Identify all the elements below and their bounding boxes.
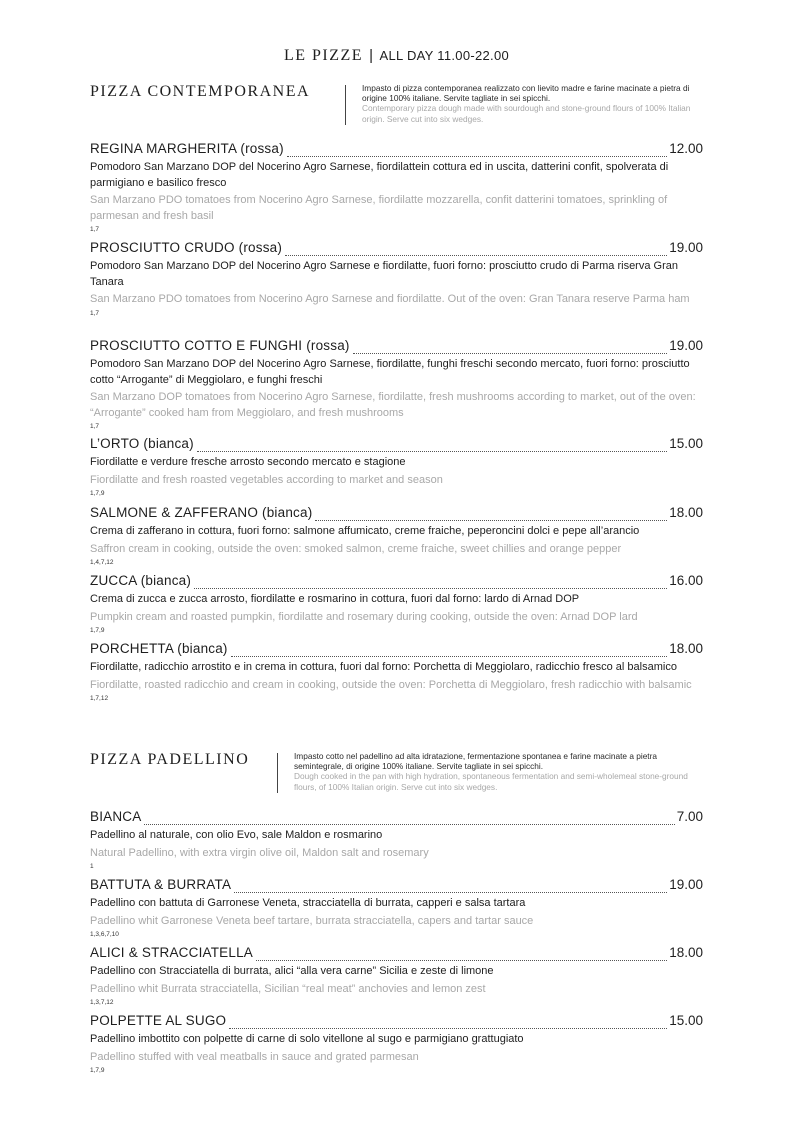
- menu-item-price: 7.00: [676, 809, 703, 824]
- menu-item-description-it: Crema di zucca e zucca arrosto, fiordilatte e rosmarino in cottura, fuori dal forno: lardo di Arnad DOP: [90, 593, 580, 605]
- dot-leader: [234, 891, 667, 893]
- section-description-en: Dough cooked in the pan with high hydration, spontaneous fermentation and semi-wholemeal stone-ground flours, of 100% Italian origin. Serve cut into six wedges.: [294, 771, 688, 792]
- menu-item-name: BATTUTA & BURRATA: [90, 877, 232, 892]
- dot-leader: [229, 1027, 667, 1029]
- service-hours: ALL DAY 11.00-22.00: [379, 48, 510, 63]
- section-description-it: Impasto di pizza contemporanea realizzato con lievito madre e farine macinate a pietra di origine 100% italiane. Servite tagliate in sei spicchi.: [362, 83, 690, 104]
- menu-item-description-it: Padellino con battuta di Garronese Veneta, stracciatella di burrata, capperi e salsa tartara: [90, 897, 526, 909]
- menu-item-description-it: Pomodoro San Marzano DOP del Nocerino Agro Sarnese e fiordilatte, fuori forno: prosciutto crudo di Parma riserva Gran Tanara: [90, 260, 678, 288]
- menu-item-description-it: Crema di zafferano in cottura, fuori forno: salmone affumicato, creme fraiche, peperoncini dolci e pepe all’arancio: [90, 525, 640, 537]
- menu-item-description-en: San Marzano PDO tomatoes from Nocerino Agro Sarnese and fiordilatte. Out of the oven: Gran Tanara reserve Parma ham: [90, 293, 690, 305]
- menu-item: [90, 338, 703, 431]
- menu-item: [90, 141, 703, 234]
- menu-item-price: 18.00: [669, 641, 703, 656]
- menu-item: [90, 573, 703, 635]
- dot-leader: [285, 254, 667, 256]
- dot-leader: [144, 823, 674, 825]
- menu-item-description-en: San Marzano PDO tomatoes from Nocerino Agro Sarnese, fiordilatte mozzarella, confit datterini tomatoes, sprinkling of parmesan and fresh basil: [90, 194, 668, 222]
- menu-item-line: [90, 436, 703, 455]
- menu-item-name: PROSCIUTTO COTTO E FUNGHI (rossa): [90, 338, 350, 353]
- menu-item-name: POLPETTE AL SUGO: [90, 1013, 227, 1028]
- menu-item-description-it: Padellino imbottito con polpette di carne di solo vitellone al sugo e parmigiano grattugiato: [90, 1033, 524, 1045]
- section-description-it: Impasto cotto nel padellino ad alta idratazione, fermentazione spontanea e farine macinate a pietra semintegrale, di origine 100% italiane. Servite tagliate in sei spicchi.: [294, 751, 657, 772]
- dot-leader: [353, 352, 668, 354]
- allergen-codes: 1,3,6,7,10: [90, 931, 119, 938]
- menu-item-line: [90, 1013, 703, 1032]
- menu-item-name: PORCHETTA (bianca): [90, 641, 228, 656]
- menu-item: [90, 240, 703, 318]
- menu-item-description-en: Padellino whit Burrata stracciatella, Sicilian “real meat” anchovies and lemon zest: [90, 982, 486, 995]
- menu-item-description-en: Fiordilatte, roasted radicchio and cream in cooking, outside the oven: Porchetta di Meggiolaro, fresh radicchio with balsamic: [90, 678, 692, 691]
- section-divider: [345, 85, 346, 125]
- menu-item-line: [90, 573, 703, 592]
- menu-item-description-it: Padellino al naturale, con olio Evo, sale Maldon e rosmarino: [90, 829, 383, 841]
- section-divider: [277, 753, 278, 793]
- menu-title: LE PIZZE: [283, 47, 364, 64]
- menu-item-price: 18.00: [669, 945, 703, 960]
- dot-leader: [256, 959, 667, 961]
- menu-item-price: 16.00: [669, 573, 703, 588]
- allergen-codes: 1,3,7,12: [90, 999, 114, 1006]
- allergen-codes: 1,4,7,12: [90, 559, 114, 566]
- menu-item-name: BIANCA: [90, 809, 142, 824]
- menu-item-description-it: Padellino con Stracciatella di burrata, alici “alla vera carne” Sicilia e zeste di limone: [90, 965, 494, 977]
- allergen-codes: 1,7,12: [90, 695, 109, 702]
- menu-item-name: ZUCCA (bianca): [90, 573, 192, 588]
- menu-header: [0, 47, 793, 65]
- dot-leader: [197, 450, 667, 452]
- menu-item-description-en: San Marzano DOP tomatoes from Nocerino Agro Sarnese, fiordilatte, fresh mushrooms according to market, out of the oven: “Arrogante” cooked ham from Meggiolaro, and fresh mushrooms: [90, 391, 696, 419]
- menu-item-line: [90, 641, 703, 660]
- section-description: [362, 83, 697, 124]
- menu-item-description-en: Fiordilatte and fresh roasted vegetables according to market and season: [90, 473, 443, 486]
- allergen-codes: 1,7: [90, 423, 100, 430]
- section-title: PIZZA PADELLINO: [90, 751, 250, 768]
- menu-item-description-en: Padellino whit Garronese Veneta beef tartare, burrata stracciatella, capers and tartar sauce: [90, 914, 534, 927]
- menu-item-name: SALMONE & ZAFFERANO (bianca): [90, 505, 313, 520]
- menu-item-name: L’ORTO (bianca): [90, 436, 194, 451]
- menu-item-line: [90, 338, 703, 357]
- menu-item-description-en: Pumpkin cream and roasted pumpkin, fiordilatte and rosemary during cooking, outside the oven: Arnad DOP lard: [90, 610, 638, 623]
- menu-item-description-it: Fiordilatte e verdure fresche arrosto secondo mercato e stagione: [90, 456, 406, 468]
- menu-item-price: 19.00: [669, 240, 703, 255]
- section-heading-padellino: [90, 751, 710, 795]
- menu-item-description-en: Saffron cream in cooking, outside the oven: smoked salmon, creme fraiche, sweet chillies and orange pepper: [90, 542, 622, 555]
- menu-item: [90, 505, 703, 567]
- dot-leader: [315, 519, 667, 521]
- allergen-codes: 1: [90, 863, 94, 870]
- allergen-codes: 1,7,9: [90, 1067, 105, 1074]
- section-description-en: Contemporary pizza dough made with sourdough and stone-ground flours of 100% Italian origin. Serve cut into six wedges.: [362, 103, 691, 124]
- section-heading-contemporanea: [90, 83, 710, 127]
- allergen-codes: 1,7: [90, 309, 100, 317]
- menu-item-price: 18.00: [669, 505, 703, 520]
- menu-item-description-it: Fiordilatte, radicchio arrostito e in crema in cottura, fuori dal forno: Porchetta di Meggiolaro, radicchio fresco al balsamico: [90, 661, 677, 673]
- dot-leader: [287, 155, 667, 157]
- menu-item-line: [90, 505, 703, 524]
- menu-item-line: [90, 240, 703, 259]
- section-title: PIZZA CONTEMPORANEA: [90, 83, 311, 100]
- header-separator: |: [369, 47, 374, 64]
- menu-item-line: [90, 809, 703, 828]
- menu-item-line: [90, 877, 703, 896]
- menu-item-price: 19.00: [669, 338, 703, 353]
- menu-item-line: [90, 945, 703, 964]
- menu-item: [90, 945, 703, 1007]
- menu-item-description-en: Padellino stuffed with veal meatballs in sauce and grated parmesan: [90, 1050, 419, 1063]
- menu-item-name: PROSCIUTTO CRUDO (rossa): [90, 240, 283, 255]
- menu-item-description-it: Pomodoro San Marzano DOP del Nocerino Agro Sarnese, fiordilatte, funghi freschi secondo mercato, fuori forno: prosciutto cotto “Arrogante” di Meggiolaro, e funghi freschi: [90, 358, 690, 386]
- menu-item: [90, 436, 703, 498]
- dot-leader: [194, 587, 667, 589]
- menu-item: [90, 809, 703, 871]
- allergen-codes: 1,7: [90, 226, 100, 233]
- section-description: [294, 751, 704, 792]
- menu-item-price: 15.00: [669, 1013, 703, 1028]
- menu-item-price: 12.00: [669, 141, 703, 156]
- allergen-codes: 1,7,9: [90, 627, 105, 634]
- menu-item: [90, 641, 703, 703]
- menu-item: [90, 1013, 703, 1075]
- menu-item-description-en: Natural Padellino, with extra virgin olive oil, Maldon salt and rosemary: [90, 846, 429, 859]
- menu-item: [90, 877, 703, 939]
- allergen-codes: 1,7,9: [90, 490, 105, 497]
- menu-item-line: [90, 141, 703, 160]
- menu-item-price: 15.00: [669, 436, 703, 451]
- menu-item-price: 19.00: [669, 877, 703, 892]
- dot-leader: [231, 655, 668, 657]
- menu-item-name: REGINA MARGHERITA (rossa): [90, 141, 284, 156]
- menu-item-description-it: Pomodoro San Marzano DOP del Nocerino Agro Sarnese, fiordilattein cottura ed in uscita, datterini confit, spolverata di parmigiano e basilico fresco: [90, 161, 669, 189]
- menu-item-name: ALICI & STRACCIATELLA: [90, 945, 253, 960]
